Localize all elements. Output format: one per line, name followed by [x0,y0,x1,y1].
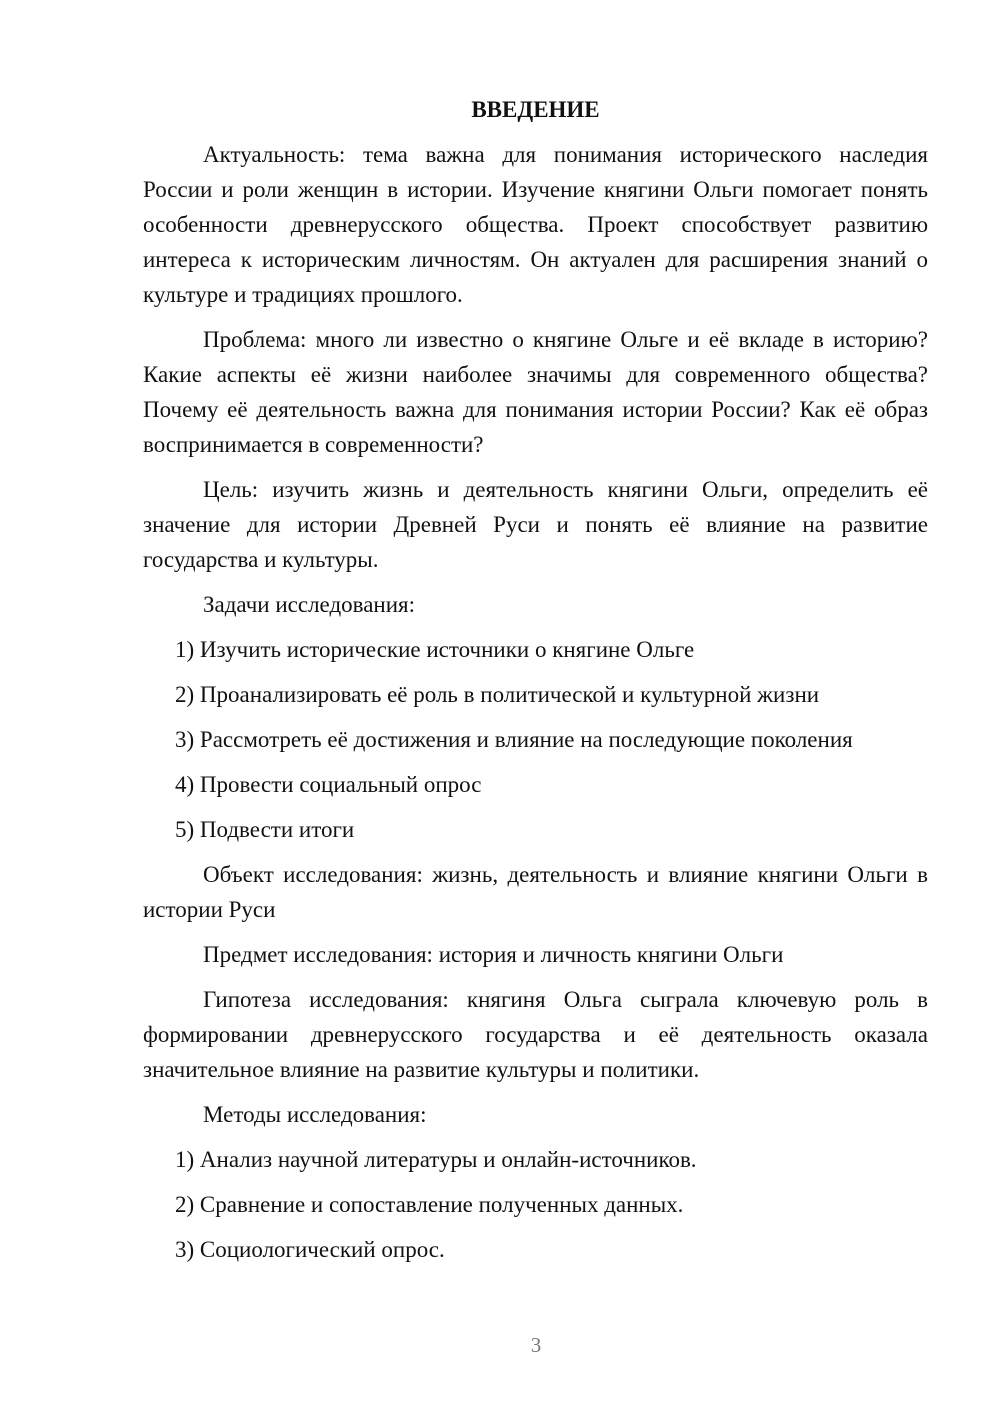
method-item: 2) Сравнение и сопоставление полученных данных. [175,1192,684,1217]
page-number: 3 [530,1333,542,1357]
problem-paragraph: Проблема: много ли известно о княгине Ольге и её вкладе в историю? Какие аспекты её жизни наиболее значимы для современного общества? Почему её деятельность важна для понимания истории России? Как её образ воспринимается в современности? [143,327,928,457]
hypothesis-paragraph: Гипотеза исследования: княгиня Ольга сыграла ключевую роль в формировании древнерусского государства и её деятельность оказала значительное влияние на развитие культуры и политики. [143,987,928,1082]
task-item: 1) Изучить исторические источники о княгине Ольге [175,637,695,662]
methods-list [143,1142,928,1267]
document-page [143,95,928,1277]
object-paragraph: Объект исследования: жизнь, деятельность и влияние княгини Ольги в истории Руси [143,862,928,922]
task-item: 4) Провести социальный опрос [175,772,482,797]
method-item: 1) Анализ научной литературы и онлайн-источников. [175,1147,697,1172]
subject-paragraph: Предмет исследования: история и личность княгини Ольги [203,942,784,967]
method-item: 3) Социологический опрос. [175,1237,445,1262]
section-title: ВВЕДЕНИЕ [471,97,600,122]
tasks-list [143,632,928,847]
task-item: 5) Подвести итоги [175,817,355,842]
goal-paragraph: Цель: изучить жизнь и деятельность княгини Ольги, определить её значение для истории Древней Руси и понять её влияние на развитие государства и культуры. [143,477,928,572]
methods-heading: Методы исследования: [203,1102,427,1127]
task-item: 3) Рассмотреть её достижения и влияние на последующие поколения [175,727,853,752]
task-item: 2) Проанализировать её роль в политической и культурной жизни [175,682,820,707]
relevance-paragraph: Актуальность: тема важна для понимания исторического наследия России и роли женщин в истории. Изучение княгини Ольги помогает понять особенности древнерусского общества. Проект способствует развитию интереса к историческим личностям. Он актуален для расширения знаний о культуре и традициях прошлого. [143,142,928,307]
tasks-heading: Задачи исследования: [203,592,416,617]
